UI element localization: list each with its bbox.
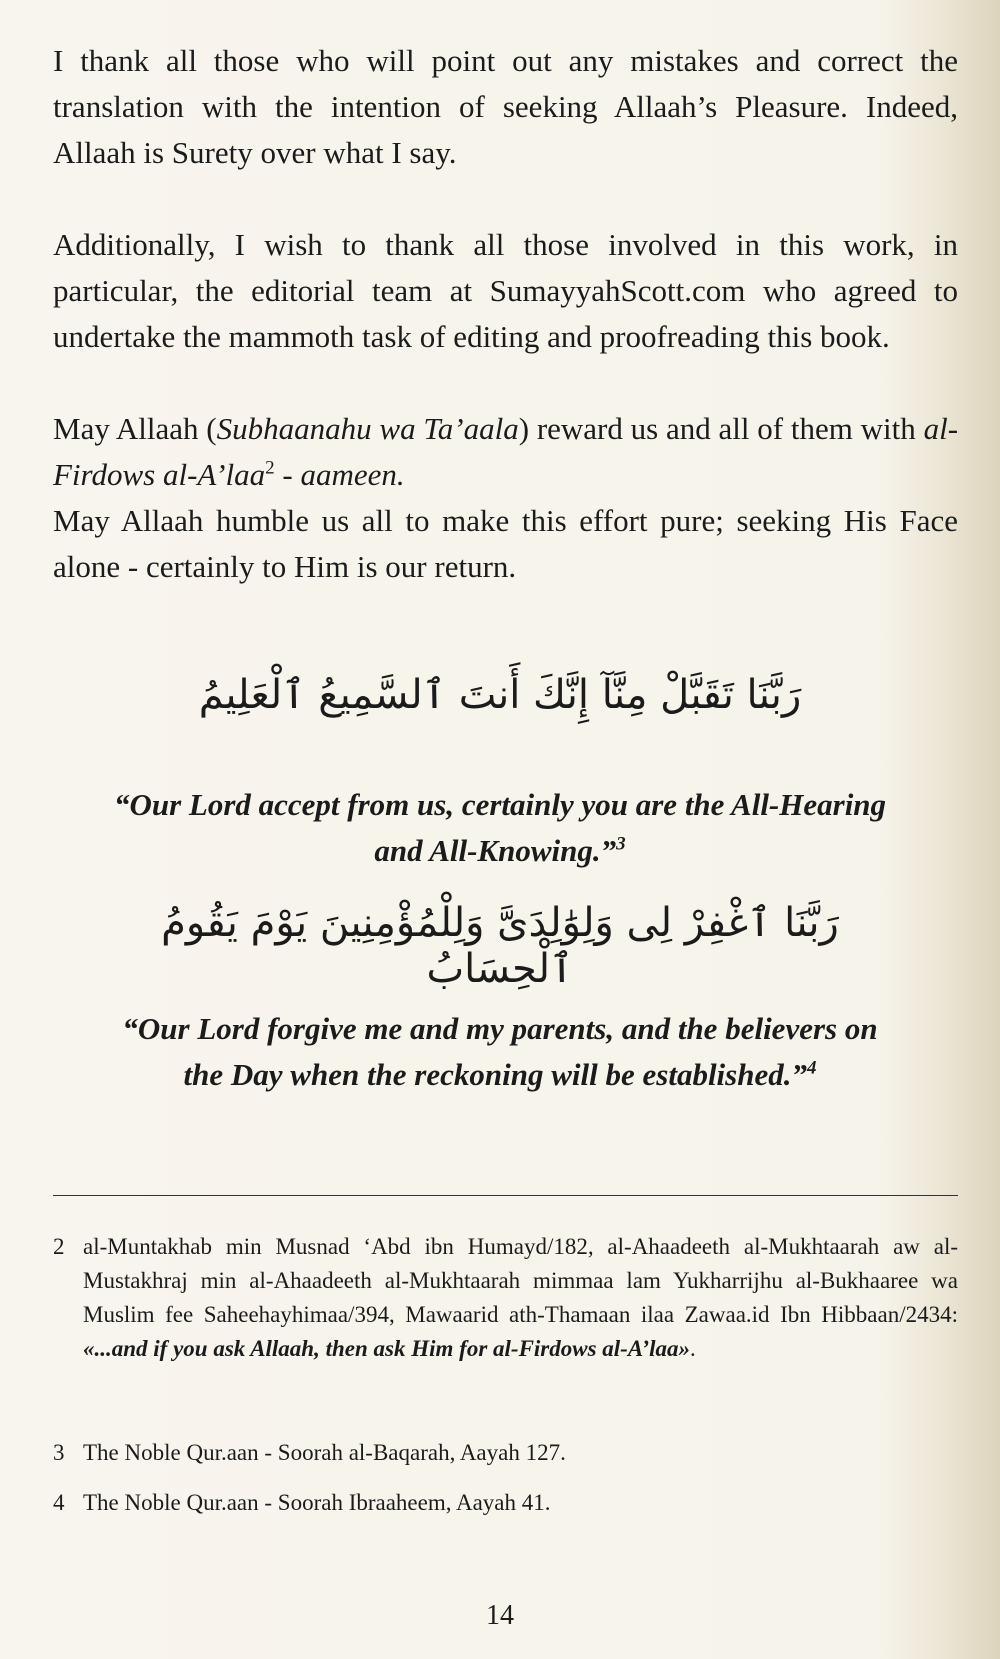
footnote-number: 4 bbox=[53, 1490, 65, 1515]
footnote-ref: 4 bbox=[806, 1057, 817, 1079]
paragraph-reward bbox=[53, 406, 958, 498]
footnote-divider bbox=[53, 1195, 958, 1196]
italic-phrase: - aameen. bbox=[274, 457, 405, 492]
page-number: 14 bbox=[486, 1600, 514, 1631]
footnote-4 bbox=[53, 1486, 958, 1520]
footnote-number: 3 bbox=[53, 1440, 65, 1465]
footnote-text: The Noble Qur.aan - Soorah al-Baqarah, Aayah 127. bbox=[83, 1440, 566, 1465]
paragraph-humble: May Allaah humble us all to make this effort pure; seeking His Face alone - certainly to Him is our return. bbox=[53, 503, 958, 584]
footnote-ref: 3 bbox=[616, 833, 626, 855]
footnote-text: The Noble Qur.aan - Soorah Ibraaheem, Aayah 41. bbox=[83, 1490, 551, 1515]
translation-text: “Our Lord forgive me and my parents, and the believers on the Day when the reckoning will be established.” bbox=[122, 1011, 878, 1092]
footnote-body: al-Muntakhab min Musnad ‘Abd ibn Humayd/182, al-Ahaadeeth al-Mukhtaarah aw al-Mustakhraj min al-Ahaadeeth al-Mukhtaarah mimmaa lam Yukharrijhu al-Bukhaaree wa Muslim fee Saheehayhimaa/394, Mawaarid ath-Thamaan ilaa Zawaa.id Ibn Hibbaan/2434: bbox=[83, 1234, 958, 1327]
italic-phrase: Subhaanahu wa Ta’aala bbox=[216, 411, 519, 446]
translation-text: “Our Lord accept from us, certainly you are the All-Hearing and All-Knowing.” bbox=[113, 787, 887, 868]
footnote-quote: «...and if you ask Allaah, then ask Him for al-Firdows al-A’laa» bbox=[83, 1336, 691, 1361]
text-segment: May Allaah ( bbox=[53, 411, 217, 446]
arabic-dua-2: رَبَّنَا ٱغْفِرْ لِى وَلِوَٰلِدَىَّ وَلِلْمُؤْمِنِينَ يَوْمَ يَقُومُ ٱلْحِسَابُ bbox=[161, 900, 839, 992]
footnote-2 bbox=[53, 1230, 958, 1366]
arabic-dua-1: رَبَّنَا تَقَبَّلْ مِنَّآ إِنَّكَ أَنتَ ٱلسَّمِيعُ ٱلْعَلِيمُ bbox=[198, 672, 802, 718]
footnote-text bbox=[83, 1230, 958, 1366]
italic-phrase: al-Firdows al-A’laa bbox=[53, 411, 959, 492]
text-segment: ) reward us and all of them with bbox=[518, 411, 924, 446]
footnote-ref: 2 bbox=[265, 457, 275, 479]
footnote-end: . bbox=[690, 1336, 696, 1361]
dua-translation-1 bbox=[110, 782, 890, 874]
dua-translation-2 bbox=[110, 1006, 890, 1098]
footnote-3 bbox=[53, 1436, 958, 1470]
footnote-number: 2 bbox=[53, 1234, 65, 1259]
paragraph-acknowledgement: Additionally, I wish to thank all those involved in this work, in particular, the editorial team at SumayyahScott.com who agreed to undertake the mammoth task of editing and proofreading this book. bbox=[53, 227, 958, 354]
paragraph-thanks: I thank all those who will point out any mistakes and correct the translation with the intention of seeking Allaah’s Pleasure. Indeed, Allaah is Surety over what I say. bbox=[53, 43, 958, 170]
